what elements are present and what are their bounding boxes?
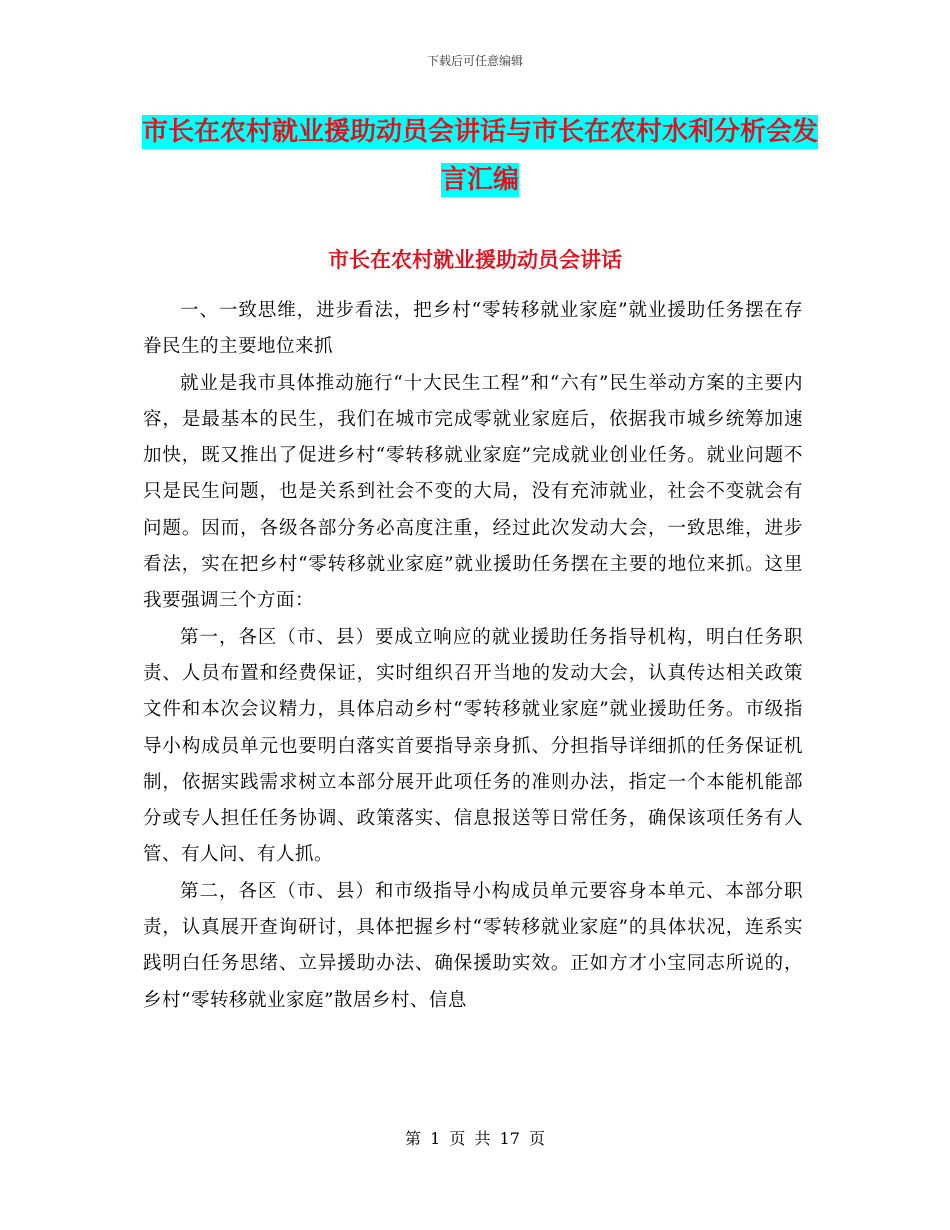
page-footer: 第 1 页 共 17 页 — [405, 1129, 545, 1148]
paragraph-heading: 一、一致思维，进步看法，把乡村“零转移就业家庭”就业援助任务摆在存眷民生的主要地位来抓 — [143, 300, 803, 358]
body-text — [143, 293, 803, 1019]
paragraph: 就业是我市具体推动施行“十大民生工程”和“六有”民生举动方案的主要内容，是最基本的民生，我们在城市完成零就业家庭后，依据我市城乡统筹加速加快，既又推出了促进乡村“零转移就业家庭”完成就业创业任务。就业问题不只是民生问题，也是关系到社会不变的大局，没有充沛就业，社会不变就会有问题。因而，各级各部分务必高度注重，经过此次发动大会，一致思维，进步看法，实在把乡村“零转移就业家庭”就业援助任务摆在主要的地位来抓。这里我要强调三个方面： — [143, 372, 803, 612]
header-note: 下载后可任意编辑 — [426, 54, 523, 68]
paragraph: 第二，各区（市、县）和市级指导小构成员单元要容身本单元、本部分职责，认真展开查询研讨，具体把握乡村“零转移就业家庭”的具体状况，连系实践明白任务思绪、立异援助办法、确保援助实效。正如方才小宝同志所说的，乡村“零转移就业家庭”散居乡村、信息 — [143, 880, 803, 1011]
paragraph: 第一，各区（市、县）要成立响应的就业援助任务指导机构，明白任务职责、人员布置和经费保证，实时组织召开当地的发动大会，认真传达相关政策文件和本次会议精力，具体启动乡村“零转移就业家庭”就业援助任务。市级指导小构成员单元也要明白落实首要指导亲身抓、分担指导详细抓的任务保证机制，依据实践需求树立本部分展开此项任务的准则办法，指定一个本能机能部分或专人担任任务协调、政策落实、信息报送等日常任务，确保该项任务有人管、有人问、有人抓。 — [143, 626, 803, 866]
document-title — [140, 108, 820, 204]
document-title-text: 市长在农村就业援助动员会讲话与市长在农村水利分析会发言汇编 — [141, 117, 818, 195]
section-title: 市长在农村就业援助动员会讲话 — [328, 248, 622, 272]
